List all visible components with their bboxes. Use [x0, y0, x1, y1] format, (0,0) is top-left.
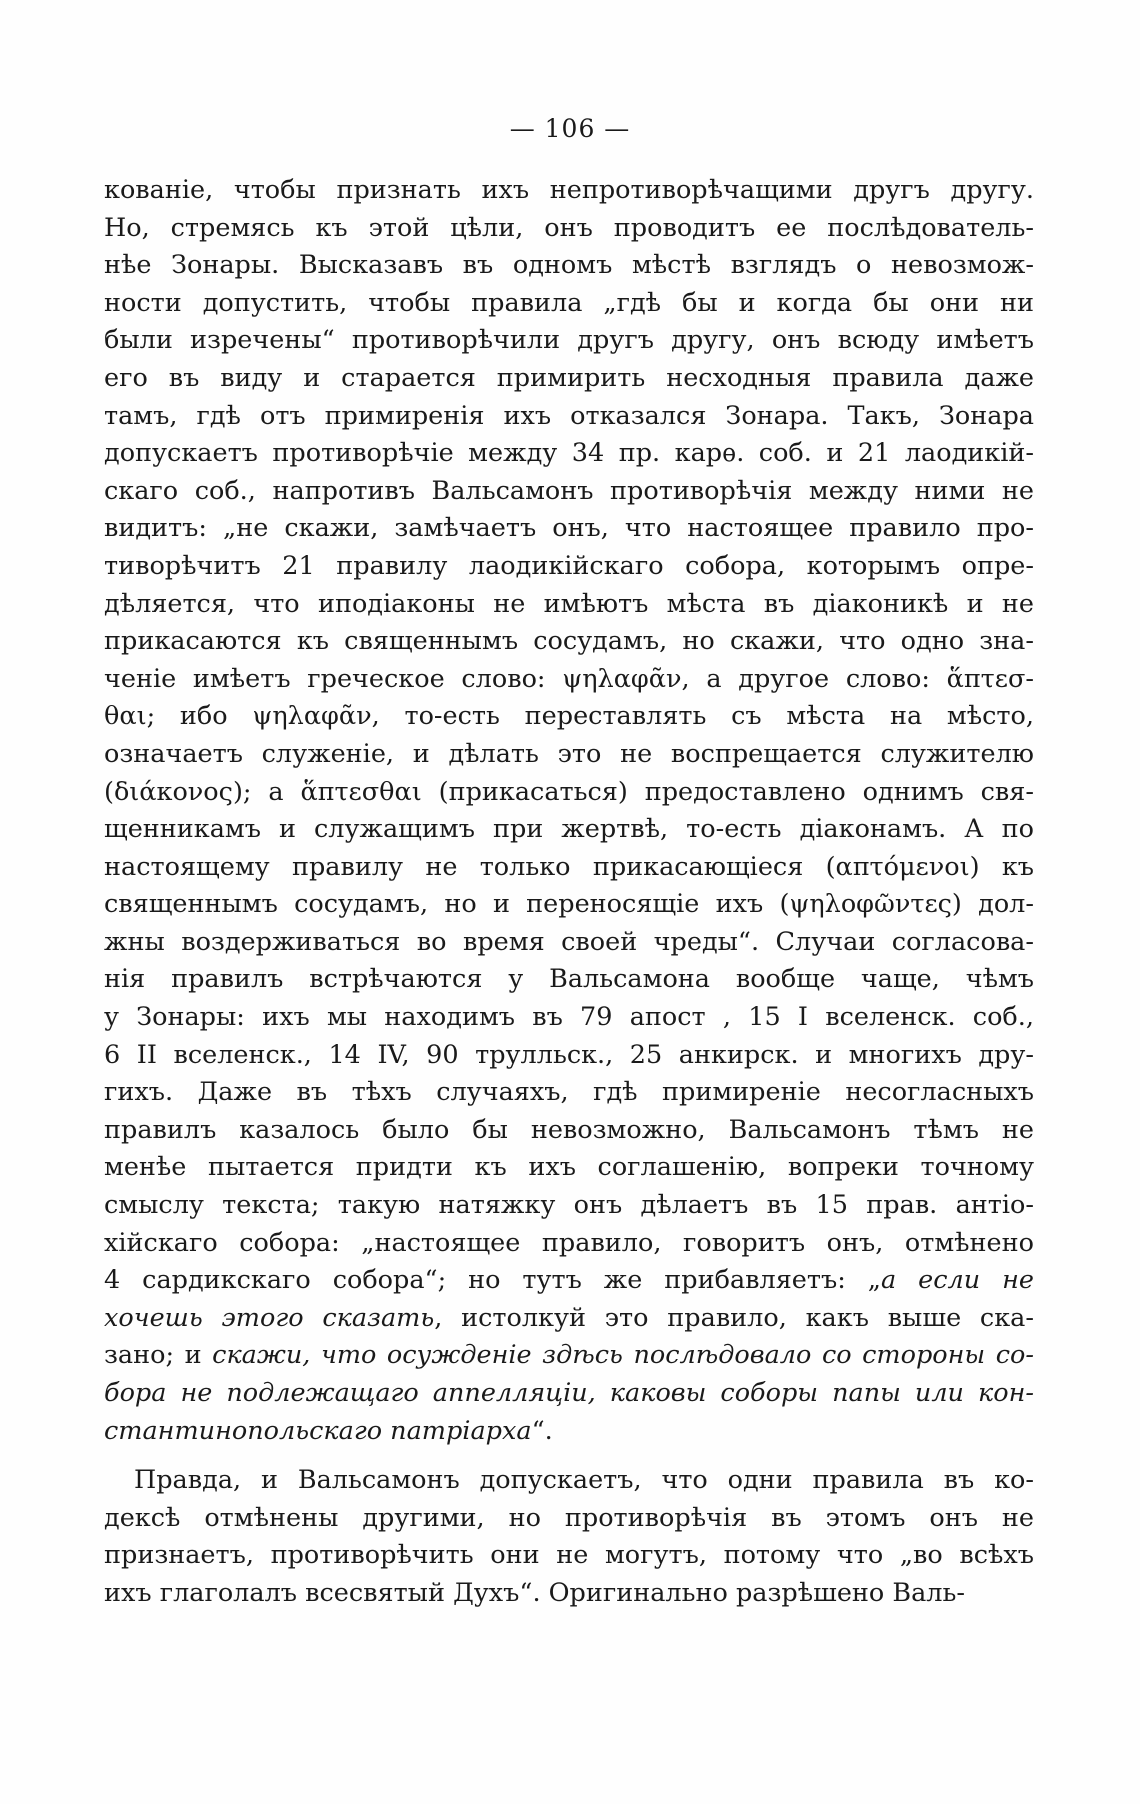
- text-line: [104, 1187, 1034, 1225]
- text-line: [104, 1575, 1034, 1613]
- text-line: [104, 736, 1034, 774]
- italic-text: а если не: [880, 1265, 1034, 1296]
- line-text: признаетъ, противорѣчить они не могутъ, потому что „во всѣхъ: [104, 1540, 1034, 1571]
- paragraph-1: [104, 172, 1034, 1450]
- line-text: у Зонары: ихъ мы находимъ въ 79 апост , 15 I вселенск. соб.,: [104, 1002, 1034, 1033]
- text-line: [104, 1462, 1034, 1500]
- text-line: [104, 1337, 1034, 1375]
- text-line: [104, 698, 1034, 736]
- line-text: правилъ казалось было бы невозможно, Вальсамонъ тѣмъ не: [104, 1114, 1034, 1145]
- line-text: Но, стремясь къ этой цѣли, онъ проводитъ ее послѣдователь-: [104, 212, 1034, 243]
- line-text: священнымъ сосудамъ, но и переносящіе ихъ (ψηλοφῶντες) дол-: [104, 889, 1034, 920]
- line-text: менѣе пытается придти къ ихъ соглашенію, вопреки точному: [104, 1152, 1034, 1183]
- italic-text: хочешь этого сказать: [104, 1302, 435, 1333]
- line-text: ихъ глаголалъ всесвятый Духъ“. Оригинально разрѣшено Валь-: [104, 1577, 965, 1608]
- text-line: [104, 1037, 1034, 1075]
- line-text: зано; и: [104, 1340, 213, 1371]
- text-line: [104, 322, 1034, 360]
- text-line: [104, 548, 1034, 586]
- italic-text: скажи, что осужденіе здѣсь послѣдовало со стороны со-: [212, 1340, 1034, 1371]
- text-line: [104, 886, 1034, 924]
- text-line: [104, 210, 1034, 248]
- text-line: [104, 435, 1034, 473]
- body-text: [104, 172, 1034, 1613]
- line-text: (διάκονος); а ἅπτεσθαι (прикасаться) предоставлено однимъ свя-: [104, 776, 1034, 807]
- line-text: допускаетъ противорѣчіе между 34 пр. карѳ. соб. и 21 лаодикій-: [104, 438, 1034, 469]
- line-text: прикасаются къ священнымъ сосудамъ, но скажи, что одно зна-: [104, 626, 1034, 657]
- line-text: видитъ: „не скажи, замѣчаетъ онъ, что настоящее правило про-: [104, 513, 1034, 544]
- line-text: , истолкуй это правило, какъ выше ска-: [434, 1302, 1034, 1333]
- text-line: [104, 924, 1034, 962]
- line-text: гихъ. Даже въ тѣхъ случаяхъ, гдѣ примиреніе несогласныхъ: [104, 1077, 1034, 1108]
- text-line: [104, 961, 1034, 999]
- line-text: 6 II вселенск., 14 IV, 90 трулльск., 25 анкирск. и многихъ дру-: [104, 1039, 1034, 1070]
- text-line: [104, 999, 1034, 1037]
- text-line: [104, 1149, 1034, 1187]
- text-line: [104, 1074, 1034, 1112]
- text-line: [104, 811, 1034, 849]
- text-line: [104, 1500, 1034, 1538]
- text-line: [104, 247, 1034, 285]
- text-line: [104, 172, 1034, 210]
- paragraph-gap: [104, 1450, 1034, 1462]
- line-text: нія правилъ встрѣчаются у Вальсамона вообще чаще, чѣмъ: [104, 964, 1034, 995]
- text-line: [104, 1262, 1034, 1300]
- line-text: ченіе имѣетъ греческое слово: ψηλαφᾶν, а другое слово: ἅπτεσ-: [104, 663, 1034, 694]
- text-line: [104, 661, 1034, 699]
- text-line: [104, 623, 1034, 661]
- paragraph-2: [104, 1462, 1034, 1612]
- line-text: настоящему правилу не только прикасающіеся (απτόμενοι) къ: [104, 851, 1034, 882]
- text-line: [104, 586, 1034, 624]
- text-line: [104, 1375, 1034, 1413]
- text-line: [104, 774, 1034, 812]
- text-line: [104, 510, 1034, 548]
- line-text: его въ виду и старается примирить несходныя правила даже: [104, 362, 1034, 393]
- line-text: Правда, и Вальсамонъ допускаетъ, что одни правила въ ко-: [134, 1465, 1034, 1496]
- line-text: дексѣ отмѣнены другими, но противорѣчія въ этомъ онъ не: [104, 1502, 1034, 1533]
- text-line: [104, 1300, 1034, 1338]
- line-text: “.: [531, 1415, 553, 1446]
- line-text: скаго соб., напротивъ Вальсамонъ противорѣчія между ними не: [104, 475, 1034, 506]
- text-line: [104, 1413, 1034, 1451]
- line-text: кованіе, чтобы признать ихъ непротиворѣчащими другъ другу.: [104, 175, 1034, 205]
- line-text: тамъ, гдѣ отъ примиренія ихъ отказался Зонара. Такъ, Зонара: [104, 400, 1034, 431]
- text-line: [104, 1112, 1034, 1150]
- text-line: [104, 360, 1034, 398]
- page-number: — 106 —: [509, 114, 631, 143]
- italic-text: бора не подлежащаго аппелляціи, каковы соборы папы или кон-: [104, 1378, 1034, 1408]
- line-text: θαι; ибо ψηλαφᾶν, то-есть переставлять съ мѣста на мѣсто,: [104, 701, 1034, 732]
- line-text: дѣляется, что иподіаконы не имѣютъ мѣста въ діаконикѣ и не: [104, 588, 1034, 619]
- line-text: нѣе Зонары. Высказавъ въ одномъ мѣстѣ взглядъ о невозмож-: [104, 250, 1034, 281]
- line-text: тиворѣчитъ 21 правилу лаодикійскаго собора, которымъ опре-: [104, 550, 1034, 581]
- line-text: 4 сардикскаго собора“; но тутъ же прибавляетъ: „: [104, 1265, 881, 1296]
- text-line: [104, 398, 1034, 436]
- line-text: были изречены“ противорѣчили другъ другу, онъ всюду имѣетъ: [104, 325, 1034, 356]
- text-line: [104, 849, 1034, 887]
- text-line: [104, 1225, 1034, 1263]
- text-line: [104, 285, 1034, 323]
- line-text: жны воздерживаться во время своей чреды“. Случаи согласова-: [104, 926, 1034, 957]
- line-text: щенникамъ и служащимъ при жертвѣ, то-есть діаконамъ. А по: [104, 814, 1034, 845]
- line-text: ности допустить, чтобы правила „гдѣ бы и когда бы они ни: [104, 287, 1034, 318]
- text-line: [104, 1537, 1034, 1575]
- text-line: [104, 473, 1034, 511]
- line-text: хійскаго собора: „настоящее правило, говоритъ онъ, отмѣнено: [104, 1227, 1034, 1258]
- italic-text: стантинопольскаго патріарха: [104, 1415, 532, 1446]
- line-text: смыслу текста; такую натяжку онъ дѣлаетъ въ 15 прав. антіо-: [104, 1190, 1034, 1221]
- line-text: означаетъ служеніе, и дѣлать это не воспрещается служителю: [104, 738, 1034, 769]
